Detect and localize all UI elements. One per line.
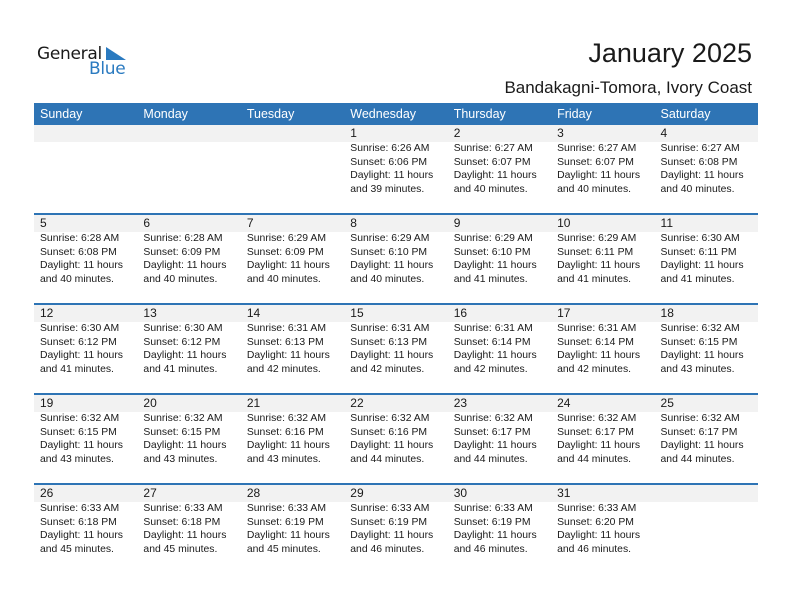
daylight-text: Daylight: 11 hours (453, 170, 537, 182)
daylight-text: Daylight: 11 hours (557, 260, 641, 272)
sunrise-text: Sunrise: 6:27 AM (660, 143, 740, 154)
daylight-text (40, 169, 137, 183)
day-number: 10 (557, 216, 571, 230)
sunset-text: Sunset: 6:19 PM (350, 516, 428, 528)
weekday-header-3: Wednesday (350, 107, 417, 121)
daylight-text: Daylight: 11 hours (40, 530, 123, 542)
minutes-text: and 43 minutes. (660, 363, 735, 375)
sunset-text: Sunset: 6:12 PM (143, 336, 221, 348)
day-number: 31 (557, 486, 571, 500)
sunset-text: Sunset: 6:15 PM (660, 336, 738, 348)
day-number: 14 (246, 306, 261, 320)
date-strip (34, 215, 758, 232)
minutes-text: and 40 minutes. (40, 273, 114, 285)
day-cell (137, 412, 240, 466)
daylight-text: Daylight: 11 hours (350, 350, 434, 362)
day-number: 20 (143, 396, 157, 410)
day-number: 30 (453, 486, 468, 500)
day-number: 18 (660, 306, 674, 320)
daylight-text: Daylight: 11 hours (350, 260, 434, 272)
day-cell (448, 142, 551, 196)
sunset-text: Sunset: 6:17 PM (660, 426, 738, 438)
day-cell (551, 412, 654, 466)
minutes-text: and 46 minutes. (350, 543, 425, 555)
day-number: 9 (453, 216, 461, 230)
day-cell (137, 322, 240, 376)
minutes-text (143, 183, 240, 197)
day-number: 29 (350, 486, 364, 500)
minutes-text (247, 183, 344, 197)
day-number: 22 (350, 396, 364, 410)
sunrise-text: Sunrise: 6:31 AM (453, 323, 533, 334)
sunrise-text: Sunrise: 6:31 AM (557, 323, 637, 334)
minutes-text: and 41 minutes. (40, 363, 114, 375)
sunset-text (247, 156, 344, 170)
sunset-text: Sunset: 6:08 PM (40, 246, 117, 258)
day-cell (655, 412, 758, 466)
daylight-text: Daylight: 11 hours (660, 170, 744, 182)
daylight-text: Daylight: 11 hours (246, 530, 330, 542)
logo (37, 44, 137, 80)
sunrise-text: Sunrise: 6:33 AM (350, 503, 430, 514)
day-number: 24 (557, 396, 571, 410)
sunrise-text: Sunrise: 6:32 AM (660, 323, 740, 334)
daylight-text (247, 169, 344, 183)
minutes-text: and 42 minutes. (246, 363, 321, 375)
location-subtitle: Bandakagni-Tomora, Ivory Coast (504, 78, 752, 97)
minutes-text: and 39 minutes. (350, 183, 425, 195)
day-cell (241, 232, 344, 286)
day-cell (137, 142, 240, 196)
day-number: 21 (246, 396, 261, 410)
sunset-text (40, 156, 137, 170)
minutes-text (40, 183, 137, 197)
minutes-text: and 42 minutes. (453, 363, 528, 375)
day-number: 19 (40, 396, 54, 410)
daylight-text: Daylight: 11 hours (350, 530, 434, 542)
minutes-text: and 40 minutes. (557, 183, 632, 195)
sunset-text: Sunset: 6:07 PM (453, 156, 531, 168)
sunset-text: Sunset: 6:19 PM (246, 516, 324, 528)
sunrise-text: Sunrise: 6:33 AM (557, 503, 637, 514)
daylight-text (143, 169, 240, 183)
sunrise-text: Sunrise: 6:32 AM (40, 413, 120, 424)
sunset-text: Sunset: 6:07 PM (557, 156, 634, 168)
weekday-header-1: Monday (143, 107, 188, 121)
sunset-text: Sunset: 6:06 PM (350, 156, 428, 168)
day-number: 12 (40, 306, 54, 320)
sunrise-text: Sunrise: 6:32 AM (246, 413, 326, 424)
minutes-text: and 45 minutes. (143, 543, 218, 555)
day-cell (137, 502, 240, 556)
daylight-text: Daylight: 11 hours (143, 260, 227, 272)
logo-text-general: General (37, 44, 102, 64)
sunrise-text: Sunrise: 6:33 AM (143, 503, 223, 514)
week-row (34, 125, 758, 213)
sunset-text (143, 156, 240, 170)
sunrise-text: Sunrise: 6:32 AM (557, 413, 637, 424)
day-cell (34, 322, 137, 376)
sunset-text: Sunset: 6:18 PM (143, 516, 221, 528)
day-number (241, 125, 344, 142)
day-cell (344, 232, 447, 286)
day-cell (34, 142, 137, 196)
daylight-text: Daylight: 11 hours (246, 260, 330, 272)
day-cell (137, 232, 240, 286)
date-strip (34, 125, 758, 142)
sunrise-text: Sunrise: 6:32 AM (143, 413, 223, 424)
weekday-header-2: Tuesday (246, 107, 295, 121)
daylight-text: Daylight: 11 hours (660, 260, 744, 272)
day-number (655, 485, 758, 502)
daylight-text: Daylight: 11 hours (557, 440, 641, 452)
sunrise-text: Sunrise: 6:27 AM (453, 143, 533, 154)
daylight-text: Daylight: 11 hours (143, 530, 227, 542)
minutes-text: and 40 minutes. (453, 183, 528, 195)
minutes-text: and 43 minutes. (143, 453, 218, 465)
day-number (137, 125, 240, 142)
sunset-text: Sunset: 6:09 PM (143, 246, 221, 258)
day-cell (241, 412, 344, 466)
minutes-text: and 41 minutes. (143, 363, 218, 375)
sunrise-text: Sunrise: 6:30 AM (660, 233, 740, 244)
day-cell (34, 232, 137, 286)
daylight-text: Daylight: 11 hours (453, 440, 537, 452)
day-number: 2 (453, 126, 461, 140)
day-number: 7 (246, 216, 254, 230)
minutes-text: and 46 minutes. (557, 543, 632, 555)
sunrise-text: Sunrise: 6:33 AM (453, 503, 533, 514)
day-cell (34, 412, 137, 466)
day-cell (344, 142, 447, 196)
sunrise-text (247, 142, 344, 156)
week-row (34, 483, 758, 573)
day-number: 16 (453, 306, 468, 320)
daylight-text: Daylight: 11 hours (557, 530, 641, 542)
day-number: 6 (143, 216, 151, 230)
minutes-text: and 44 minutes. (350, 453, 425, 465)
day-number (34, 125, 137, 142)
weekday-header-row (34, 103, 758, 125)
sunrise-text: Sunrise: 6:33 AM (40, 503, 120, 514)
daylight-text: Daylight: 11 hours (350, 440, 434, 452)
minutes-text: and 40 minutes. (660, 183, 735, 195)
minutes-text: and 42 minutes. (350, 363, 425, 375)
day-cell (448, 502, 551, 556)
sunset-text: Sunset: 6:13 PM (350, 336, 428, 348)
minutes-text: and 44 minutes. (557, 453, 632, 465)
sunset-text: Sunset: 6:14 PM (453, 336, 531, 348)
minutes-text: and 43 minutes. (40, 453, 114, 465)
minutes-text: and 43 minutes. (246, 453, 321, 465)
day-number: 27 (143, 486, 157, 500)
daylight-text: Daylight: 11 hours (40, 260, 123, 272)
sunset-text: Sunset: 6:14 PM (557, 336, 634, 348)
sunset-text: Sunset: 6:10 PM (350, 246, 428, 258)
weekday-header-4: Thursday (453, 107, 506, 121)
sunrise-text: Sunrise: 6:29 AM (453, 233, 533, 244)
daylight-text: Daylight: 11 hours (246, 350, 330, 362)
sunrise-text: Sunrise: 6:26 AM (350, 143, 430, 154)
weekday-header-6: Saturday (660, 107, 711, 121)
sunset-text: Sunset: 6:10 PM (453, 246, 531, 258)
sunrise-text: Sunrise: 6:30 AM (143, 323, 223, 334)
daylight-text: Daylight: 11 hours (660, 350, 744, 362)
sunrise-text: Sunrise: 6:32 AM (453, 413, 533, 424)
sunset-text: Sunset: 6:18 PM (40, 516, 117, 528)
sunset-text: Sunset: 6:12 PM (40, 336, 117, 348)
day-cell (551, 232, 654, 286)
day-number: 17 (557, 306, 571, 320)
sunrise-text (661, 502, 758, 516)
minutes-text: and 40 minutes. (143, 273, 218, 285)
day-number: 23 (453, 396, 468, 410)
sunrise-text: Sunrise: 6:29 AM (350, 233, 430, 244)
day-number: 15 (350, 306, 364, 320)
minutes-text: and 41 minutes. (557, 273, 632, 285)
daylight-text: Daylight: 11 hours (350, 170, 434, 182)
sunset-text: Sunset: 6:11 PM (660, 246, 737, 258)
daylight-text: Daylight: 11 hours (453, 350, 537, 362)
day-number: 5 (40, 216, 47, 230)
sunrise-text: Sunrise: 6:31 AM (246, 323, 326, 334)
sunrise-text: Sunrise: 6:30 AM (40, 323, 120, 334)
minutes-text: and 44 minutes. (453, 453, 528, 465)
minutes-text: and 41 minutes. (660, 273, 735, 285)
sunrise-text: Sunrise: 6:28 AM (40, 233, 120, 244)
minutes-text: and 41 minutes. (453, 273, 528, 285)
page-title: January 2025 (588, 38, 752, 68)
day-number: 4 (660, 126, 668, 140)
daylight-text (661, 529, 758, 543)
day-number: 28 (246, 486, 261, 500)
day-cell (344, 322, 447, 376)
day-cell (551, 502, 654, 556)
minutes-text: and 45 minutes. (40, 543, 114, 555)
day-cell (655, 232, 758, 286)
day-cell (655, 142, 758, 196)
sunrise-text: Sunrise: 6:33 AM (246, 503, 326, 514)
day-info-row (34, 322, 758, 376)
sunrise-text (143, 142, 240, 156)
minutes-text: and 46 minutes. (453, 543, 528, 555)
day-number: 26 (40, 486, 54, 500)
sunrise-text: Sunrise: 6:32 AM (350, 413, 430, 424)
sunrise-text: Sunrise: 6:29 AM (557, 233, 637, 244)
sunset-text: Sunset: 6:11 PM (557, 246, 634, 258)
day-number: 3 (557, 126, 564, 140)
sunset-text: Sunset: 6:15 PM (143, 426, 221, 438)
sunset-text: Sunset: 6:19 PM (453, 516, 531, 528)
minutes-text: and 45 minutes. (246, 543, 321, 555)
week-row (34, 303, 758, 393)
minutes-text: and 42 minutes. (557, 363, 632, 375)
daylight-text: Daylight: 11 hours (143, 440, 227, 452)
sunrise-text: Sunrise: 6:29 AM (246, 233, 326, 244)
date-strip (34, 485, 758, 502)
daylight-text: Daylight: 11 hours (453, 530, 537, 542)
sunrise-text: Sunrise: 6:27 AM (557, 143, 637, 154)
minutes-text: and 44 minutes. (660, 453, 735, 465)
day-cell (241, 502, 344, 556)
sunrise-text: Sunrise: 6:28 AM (143, 233, 223, 244)
day-cell (655, 502, 758, 556)
day-cell (551, 142, 654, 196)
day-cell (655, 322, 758, 376)
logo-text-blue: Blue (89, 59, 126, 79)
minutes-text (661, 543, 758, 557)
day-cell (448, 322, 551, 376)
day-info-row (34, 142, 758, 196)
sunrise-text: Sunrise: 6:32 AM (660, 413, 740, 424)
daylight-text: Daylight: 11 hours (557, 170, 641, 182)
calendar-grid (34, 103, 758, 573)
sunset-text: Sunset: 6:20 PM (557, 516, 634, 528)
weekday-header-0: Sunday (40, 107, 83, 121)
daylight-text: Daylight: 11 hours (40, 350, 123, 362)
day-cell (448, 232, 551, 286)
daylight-text: Daylight: 11 hours (660, 440, 744, 452)
sunset-text: Sunset: 6:15 PM (40, 426, 117, 438)
sunset-text (661, 516, 758, 530)
sunset-text: Sunset: 6:09 PM (246, 246, 324, 258)
week-row (34, 393, 758, 483)
day-cell (241, 142, 344, 196)
day-cell (344, 412, 447, 466)
date-strip (34, 305, 758, 322)
daylight-text: Daylight: 11 hours (143, 350, 227, 362)
sunset-text: Sunset: 6:17 PM (557, 426, 634, 438)
day-number: 13 (143, 306, 157, 320)
daylight-text: Daylight: 11 hours (40, 440, 123, 452)
day-number: 11 (660, 216, 673, 230)
day-cell (241, 322, 344, 376)
minutes-text: and 40 minutes. (350, 273, 425, 285)
daylight-text: Daylight: 11 hours (557, 350, 641, 362)
sunset-text: Sunset: 6:16 PM (246, 426, 324, 438)
day-number: 8 (350, 216, 357, 230)
sunset-text: Sunset: 6:16 PM (350, 426, 428, 438)
sunrise-text (40, 142, 137, 156)
daylight-text: Daylight: 11 hours (246, 440, 330, 452)
sunset-text: Sunset: 6:17 PM (453, 426, 531, 438)
minutes-text: and 40 minutes. (246, 273, 321, 285)
day-info-row (34, 232, 758, 286)
weekday-header-5: Friday (557, 107, 592, 121)
day-cell (34, 502, 137, 556)
date-strip (34, 395, 758, 412)
sunset-text: Sunset: 6:13 PM (246, 336, 324, 348)
day-cell (551, 322, 654, 376)
day-cell (344, 502, 447, 556)
sunrise-text: Sunrise: 6:31 AM (350, 323, 430, 334)
day-info-row (34, 412, 758, 466)
day-cell (448, 412, 551, 466)
day-number: 1 (350, 126, 357, 140)
sunset-text: Sunset: 6:08 PM (660, 156, 738, 168)
day-info-row (34, 502, 758, 556)
week-row (34, 213, 758, 303)
day-number: 25 (660, 396, 674, 410)
daylight-text: Daylight: 11 hours (453, 260, 537, 272)
